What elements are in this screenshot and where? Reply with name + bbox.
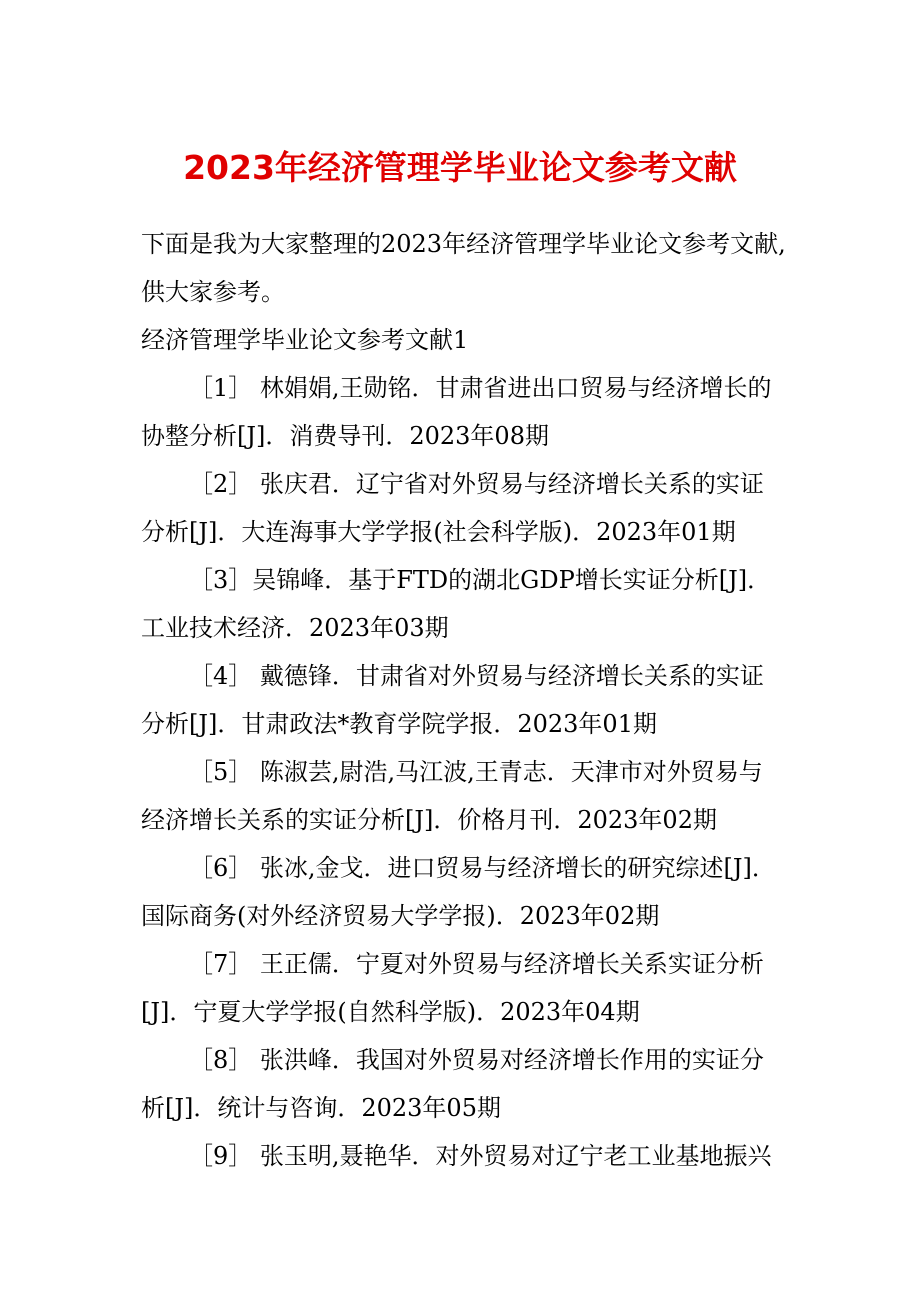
reference-item: ［9］ 张玉明,聂艳华．对外贸易对辽宁老工业基地振兴 [189,1142,772,1170]
reference-item: ［7］ 王正儒．宁夏对外贸易与经济增长关系实证分析[J]．宁夏大学学报(自然科学版)．2023年04期 [141,950,764,1026]
section-heading: 经济管理学毕业论文参考文献1 [141,326,469,354]
document-title: 2023年经济管理学毕业论文参考文献 [183,148,737,187]
reference-item: ［5］ 陈淑芸,尉浩,马江波,王青志．天津市对外贸易与经济增长关系的实证分析[J]．价格月刊．2023年02期 [141,758,763,834]
document-body [141,220,786,1180]
reference-item: ［2］ 张庆君．辽宁省对外贸易与经济增长关系的实证分析[J]．大连海事大学学报(社会科学版)．2023年01期 [141,470,764,546]
reference-item: ［3］吴锦峰．基于FTD的湖北GDP增长实证分析[J]．工业技术经济．2023年03期 [141,566,772,642]
reference-item: ［4］ 戴德锋．甘肃省对外贸易与经济增长关系的实证分析[J]．甘肃政法*教育学院学报．2023年01期 [141,662,764,738]
intro-paragraph: 下面是我为大家整理的2023年经济管理学毕业论文参考文献,供大家参考。 [141,230,786,306]
reference-item: ［8］ 张洪峰．我国对外贸易对经济增长作用的实证分析[J]．统计与咨询．2023年05期 [141,1046,764,1122]
reference-item: ［1］ 林娟娟,王勋铭．甘肃省进出口贸易与经济增长的协整分析[J]．消费导刊．2023年08期 [141,374,772,450]
reference-item: ［6］ 张冰,金戈．进口贸易与经济增长的研究综述[J]．国际商务(对外经济贸易大学学报)．2023年02期 [141,854,776,930]
